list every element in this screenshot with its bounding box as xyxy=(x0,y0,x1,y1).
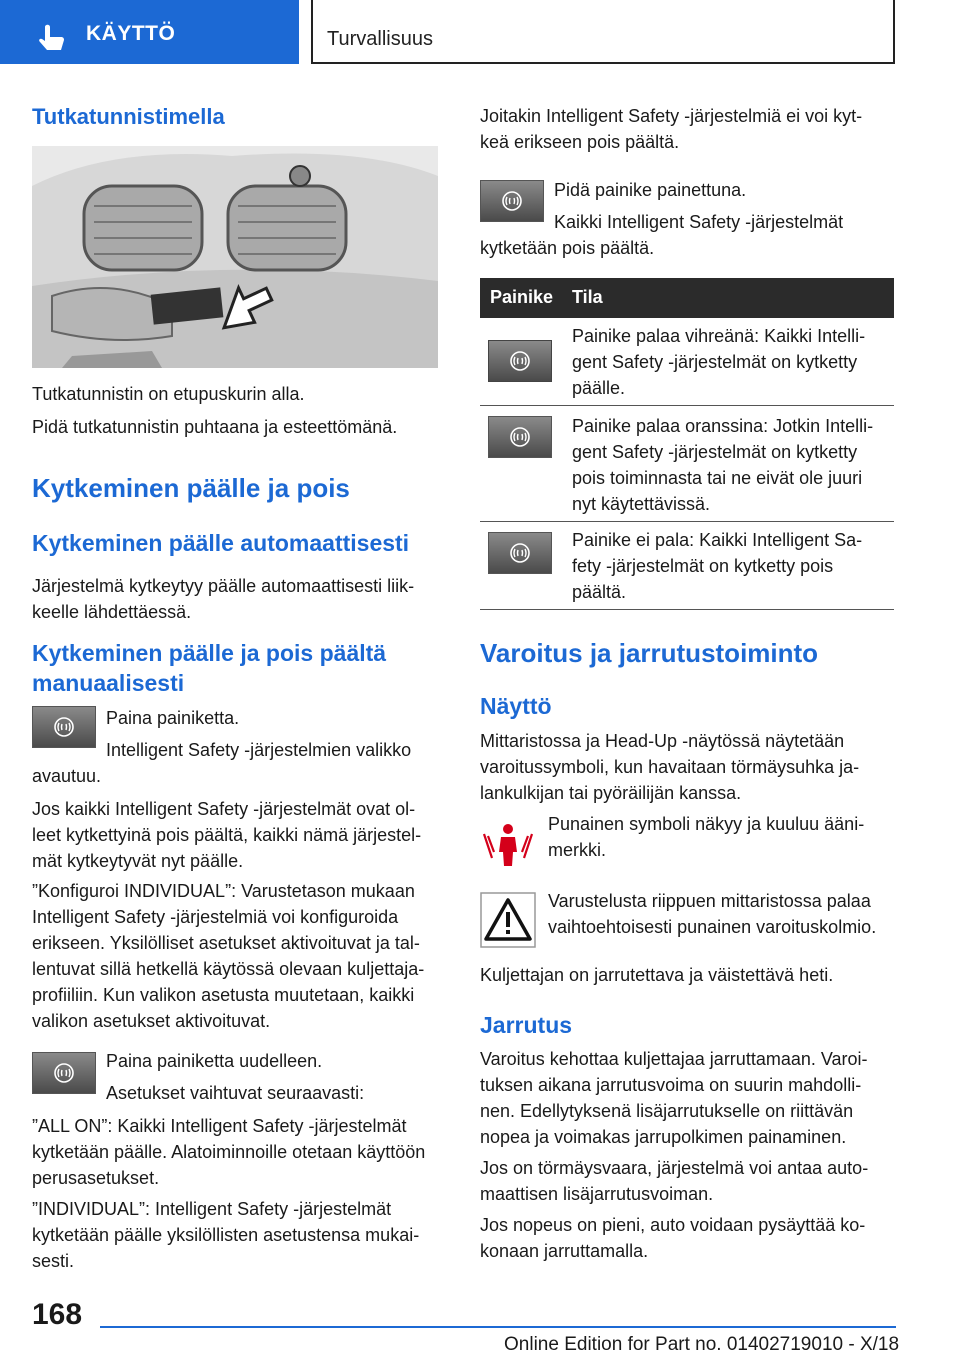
safety-button-icon xyxy=(508,541,532,565)
joitakin-line-1: Joitakin Intelligent Safety -järjestelmiä ei voi kyt- xyxy=(480,106,863,126)
table-row xyxy=(480,522,894,610)
heading-automaattisesti: Kytkeminen päälle automaattisesti xyxy=(32,530,410,556)
jarr1-line-2: tuksen aikana jarrutusvoima on suurin mahdolli- xyxy=(480,1075,862,1095)
table-cell-row3-line1: Painike ei pala: Kaikki Intelligent Sa- xyxy=(572,530,863,550)
button-status-table xyxy=(480,278,894,610)
safety-button-icon xyxy=(508,349,532,373)
indiv-line-3: sesti. xyxy=(32,1251,75,1271)
hold-text-a: Pidä painike painettuna. xyxy=(554,180,747,200)
pedestrian-warning-icon xyxy=(480,820,536,868)
auto-text-2: keelle lähdettäessä. xyxy=(32,602,192,622)
footer-divider xyxy=(100,1326,896,1328)
heading-jarrutus: Jarrutus xyxy=(480,1012,573,1038)
page-number: 168 xyxy=(32,1298,83,1331)
indiv-line-1: ”INDIVIDUAL”: Intelligent Safety -järjestelmät xyxy=(32,1199,392,1219)
konf-line-2: Intelligent Safety -järjestelmiä voi konfiguroida xyxy=(32,907,399,927)
hold-text-c: kytketään pois päältä. xyxy=(480,238,655,258)
naytto-line-3: lankulkijan tai pyöräilijän kanssa. xyxy=(480,783,742,803)
table-row xyxy=(480,406,894,522)
table-col-tila: Tila xyxy=(572,287,603,307)
press1-text-b: Intelligent Safety -järjestelmien valikko xyxy=(106,740,412,760)
jarr1-line-3: nen. Edellytyksenä lisäjarrutukselle on riittävän xyxy=(480,1101,854,1121)
heading-varoitus: Varoitus ja jarrutustoiminto xyxy=(480,638,819,668)
table-row xyxy=(480,318,894,406)
section-tab[interactable] xyxy=(0,0,299,64)
table-cell-row3-line3: päältä. xyxy=(572,582,627,602)
hand-pointer-icon xyxy=(36,24,70,54)
press1-text-a: Paina painiketta. xyxy=(106,708,240,728)
press2-text-b: Asetukset vaihtuvat seuraavasti: xyxy=(106,1083,365,1103)
symbol1-line-1: Punainen symboli näkyy ja kuuluu ääni- xyxy=(548,814,865,834)
jarr1-line-1: Varoitus kehottaa kuljettajaa jarruttamaan. Varoi- xyxy=(480,1049,868,1069)
symbol2-line-1: Varustelusta riippuen mittaristossa palaa xyxy=(548,891,871,911)
safety-button-icon xyxy=(52,1061,76,1085)
edition-text: Online Edition for Part no. 01402719010 - X/18 xyxy=(504,1334,900,1355)
hold-text-b: Kaikki Intelligent Safety -järjestelmät xyxy=(554,212,844,232)
indiv-line-2: kytketään päälle yksilöllisten asetustensa mukai- xyxy=(32,1225,420,1245)
section-label: KÄYTTÖ xyxy=(86,22,176,45)
press2-text-a: Paina painiketta uudelleen. xyxy=(106,1051,323,1071)
table-cell-row1-line3: päälle. xyxy=(572,378,626,398)
safety-button-icon xyxy=(52,715,76,739)
jos-line-2: leet kytkettyinä pois päältä, kaikki nämä järjestel- xyxy=(32,825,422,845)
table-header xyxy=(480,278,894,318)
warning-triangle-icon xyxy=(480,892,536,948)
heading-kytkeminen: Kytkeminen päälle ja pois xyxy=(32,473,350,503)
konf-line-3: erikseen. Yksilölliset asetukset aktivoituvat ja tal- xyxy=(32,933,420,953)
table-cell-row2-line1: Painike palaa oranssina: Jotkin Intelli- xyxy=(572,416,874,436)
jarr1-line-4: nopea ja voimakas jarrupolkimen painaminen. xyxy=(480,1127,847,1147)
safety-button-icon xyxy=(500,189,524,213)
tutka-text-1: Tutkatunnistin on etupuskurin alla. xyxy=(32,384,305,404)
allon-line-2: kytketään päälle. Alatoiminnoille otetaan käyttöön xyxy=(32,1142,426,1162)
car-front-radar-image xyxy=(32,146,438,368)
konf-line-5: profiiliin. Kun valikon asetusta muutetaan, kaikki xyxy=(32,985,415,1005)
press1-text-c: avautuu. xyxy=(32,766,102,786)
intelligent-safety-button-1 xyxy=(32,706,96,748)
heading-manuaalisesti-2: manuaalisesti xyxy=(32,670,185,696)
konf-line-4: lentuvat sillä hetkellä käytössä olevaan kuljettaja- xyxy=(32,959,425,979)
joitakin-line-2: keä erikseen pois päältä. xyxy=(480,132,680,152)
status-button-orange xyxy=(488,416,552,458)
table-cell-row3-line2: fety -järjestelmät on kytketty pois xyxy=(572,556,834,576)
jarr2-line-2: maattisen lisäjarrutusvoiman. xyxy=(480,1184,714,1204)
table-cell-row1-line1: Painike palaa vihreänä: Kaikki Intelli- xyxy=(572,326,866,346)
allon-line-3: perusasetukset. xyxy=(32,1168,160,1188)
naytto-line-1: Mittaristossa ja Head-Up -näytössä näytetään xyxy=(480,731,845,751)
table-cell-row2-line3: pois toiminnasta tai ne eivät ole juuri xyxy=(572,468,863,488)
status-button-off xyxy=(488,532,552,574)
status-button-green xyxy=(488,340,552,382)
tutka-text-2: Pidä tutkatunnistin puhtaana ja esteettömänä. xyxy=(32,417,398,437)
heading-tutkatunnistimella: Tutkatunnistimella xyxy=(32,104,225,129)
jos-line-1: Jos kaikki Intelligent Safety -järjestelmät ovat ol- xyxy=(32,799,416,819)
allon-line-1: ”ALL ON”: Kaikki Intelligent Safety -järjestelmät xyxy=(32,1116,407,1136)
heading-manuaalisesti-1: Kytkeminen päälle ja pois päältä xyxy=(32,640,387,666)
jos-line-3: mät kytkeytyvät nyt päälle. xyxy=(32,851,244,871)
table-cell-row2-line2: gent Safety -järjestelmät on kytketty xyxy=(572,442,858,462)
symbol1-line-2: merkki. xyxy=(548,840,606,860)
konf-line-6: valikon asetukset aktivoituvat. xyxy=(32,1011,271,1031)
jarr3-line-1: Jos nopeus on pieni, auto voidaan pysäyttää ko- xyxy=(480,1215,866,1235)
kuljettaja-text: Kuljettajan on jarrutettava ja väistettävä heti. xyxy=(480,965,834,985)
intelligent-safety-button-3 xyxy=(480,180,544,222)
safety-button-icon xyxy=(508,425,532,449)
chapter-header xyxy=(311,0,895,64)
intelligent-safety-button-2 xyxy=(32,1052,96,1094)
jarr2-line-1: Jos on törmäysvaara, järjestelmä voi antaa auto- xyxy=(480,1158,869,1178)
auto-text-1: Järjestelmä kytkeytyy päälle automaattisesti liik- xyxy=(32,576,415,596)
konf-line-1: ”Konfiguroi INDIVIDUAL”: Varustetason mukaan xyxy=(32,881,415,901)
table-col-painike: Painike xyxy=(490,287,554,307)
table-cell-row2-line4: nyt käytettävissä. xyxy=(572,494,711,514)
chapter-label: Turvallisuus xyxy=(327,28,433,50)
symbol2-line-2: vaihtoehtoisesti punainen varoituskolmio. xyxy=(548,917,877,937)
jarr3-line-2: konaan jarruttamalla. xyxy=(480,1241,649,1261)
heading-naytto: Näyttö xyxy=(480,693,552,719)
naytto-line-2: varoitussymboli, kun havaitaan törmäysuhka ja- xyxy=(480,757,860,777)
table-cell-row1-line2: gent Safety -järjestelmät on kytketty xyxy=(572,352,858,372)
